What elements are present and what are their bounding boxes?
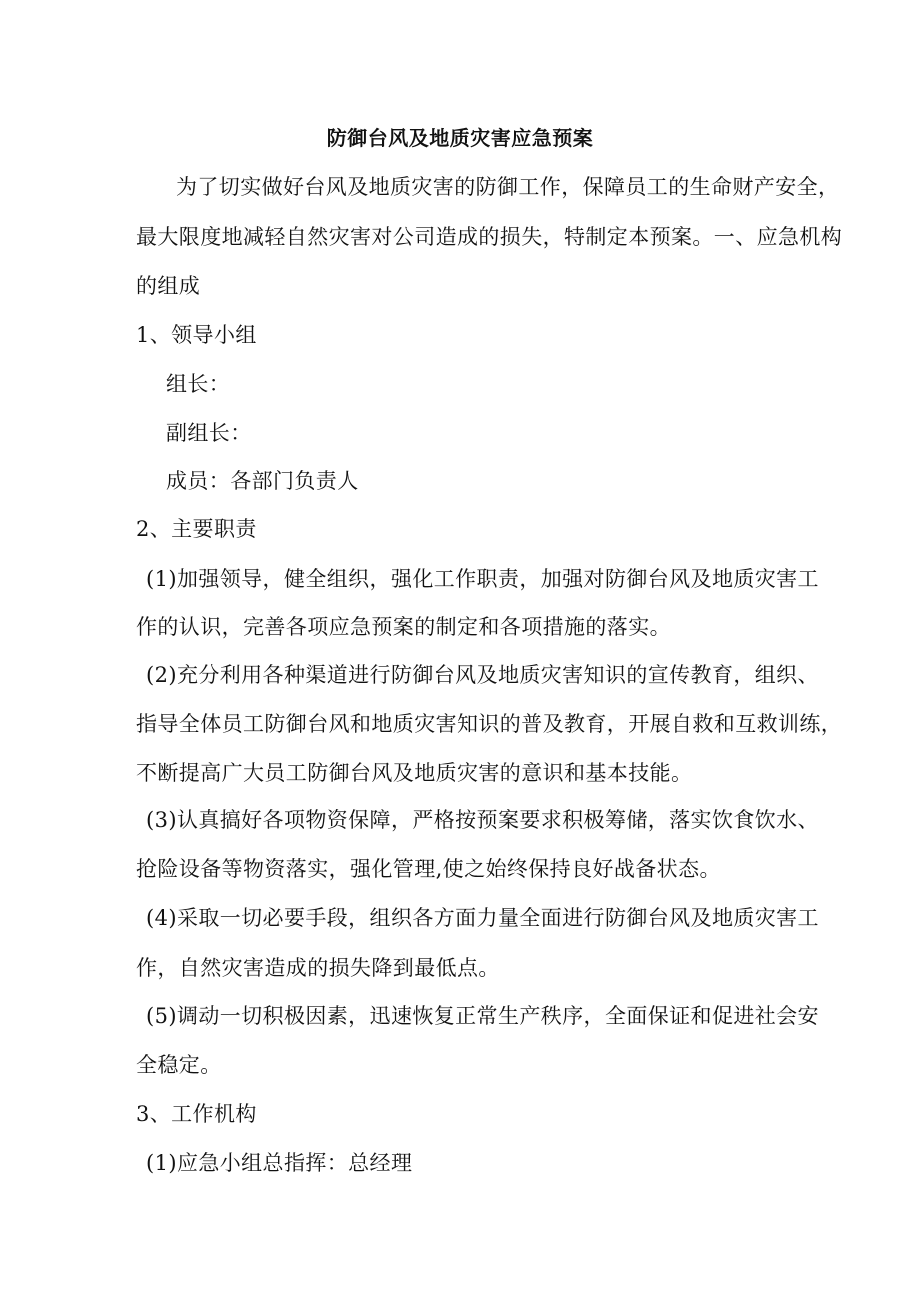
- section-heading: 2、主要职责: [136, 517, 257, 541]
- section-heading: 1、领导小组: [136, 323, 257, 347]
- paragraph-line: (3)认真搞好各项物资保障，严格按预案要求积极筹储，落实饮食饮水、: [146, 808, 819, 832]
- paragraph-line: (1)加强领导，健全组织，强化工作职责，加强对防御台风及地质灾害工: [146, 567, 819, 591]
- list-item: (1)应急小组总指挥：总经理: [146, 1151, 413, 1175]
- paragraph-line: 抢险设备等物资落实，强化管理,使之始终保持良好战备状态。: [136, 857, 721, 881]
- list-item: 副组长：: [166, 421, 252, 445]
- paragraph-line: 指导全体员工防御台风和地质灾害知识的普及教育，开展自救和互救训练，: [136, 712, 843, 736]
- list-item: 组长：: [166, 372, 231, 396]
- paragraph-line: (2)充分利用各种渠道进行防御台风及地质灾害知识的宣传教育，组织、: [146, 663, 819, 687]
- paragraph-line: 的组成: [136, 274, 201, 298]
- paragraph-line: (4)采取一切必要手段，组织各方面力量全面进行防御台风及地质灾害工: [146, 906, 819, 930]
- paragraph-line: 不断提高广大员工防御台风及地质灾害的意识和基本技能。: [136, 761, 693, 785]
- paragraph-line: 作，自然灾害造成的损失降到最低点。: [136, 956, 500, 980]
- list-item: 成员：各部门负责人: [166, 469, 359, 493]
- paragraph-line: 最大限度地减轻自然灾害对公司造成的损失，特制定本预案。一、应急机构: [136, 225, 843, 249]
- paragraph-line: (5)调动一切积极因素，迅速恢复正常生产秩序，全面保证和促进社会安: [146, 1004, 819, 1028]
- paragraph-line: 全稳定。: [136, 1053, 222, 1077]
- paragraph-line: 作的认识，完善各项应急预案的制定和各项措施的落实。: [136, 615, 671, 639]
- paragraph-line: 为了切实做好台风及地质灾害的防御工作，保障员工的生命财产安全，: [176, 175, 840, 199]
- document-title: 防御台风及地质灾害应急预案: [326, 126, 594, 150]
- section-heading: 3、工作机构: [136, 1102, 257, 1126]
